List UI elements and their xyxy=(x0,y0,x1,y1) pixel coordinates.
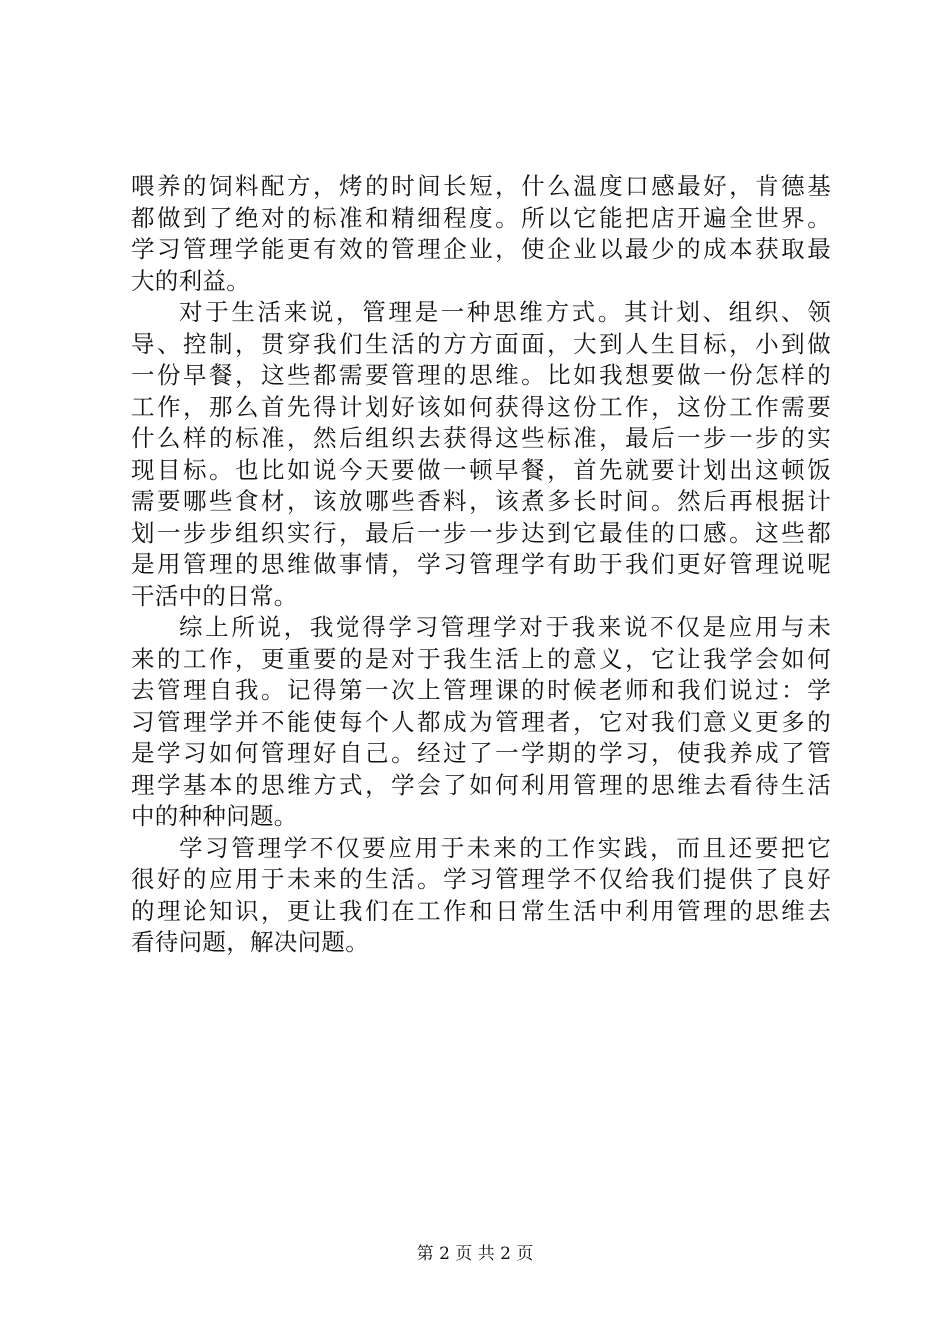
paragraph-1-line-4: 大的利益。 xyxy=(131,266,250,295)
paragraph-2-line-4: 工作，那么首先得计划好该如何获得这份工作，这份工作需要 xyxy=(131,392,831,421)
paragraph-2-line-3: 一份早餐，这些都需要管理的思维。比如我想要做一份怎样的 xyxy=(131,361,831,389)
paragraph-3-line-3: 去管理自我。记得第一次上管理课的时候老师和我们说过：学 xyxy=(131,676,831,704)
paragraph-4-line-4: 看待问题，解决问题。 xyxy=(131,928,369,956)
paragraph-3-line-5: 是学习如何管理好自己。经过了一学期的学习，使我养成了管 xyxy=(131,739,831,767)
paragraph-2-line-1: 对于生活来说，管理是一种思维方式。其计划、组织、领 xyxy=(179,298,831,326)
paragraph-2-line-10: 干活中的日常。 xyxy=(131,581,298,610)
paragraph-4-line-3: 的理论知识，更让我们在工作和日常生活中利用管理的思维去 xyxy=(131,896,831,925)
paragraph-3-line-2: 来的工作，更重要的是对于我生活上的意义，它让我学会如何 xyxy=(131,644,831,673)
paragraph-2-line-8: 划一步步组织实行，最后一步一步达到它最佳的口感。这些都 xyxy=(131,518,831,547)
paragraph-3-line-7: 中的种种问题。 xyxy=(131,802,298,830)
paragraph-2-line-2: 导、控制，贯穿我们生活的方方面面，大到人生目标，小到做 xyxy=(131,329,831,358)
paragraph-4-line-1: 学习管理学不仅要应用于未来的工作实践，而且还要把它 xyxy=(179,833,831,862)
paragraph-1-line-2: 都做到了绝对的标准和精细程度。所以它能把店开遍全世界。 xyxy=(131,203,831,232)
paragraph-1-line-3: 学习管理学能更有效的管理企业，使企业以最少的成本获取最 xyxy=(131,235,831,263)
paragraph-2-line-6: 现目标。也比如说今天要做一顿早餐，首先就要计划出这顿饭 xyxy=(131,455,831,484)
paragraph-3-line-4: 习管理学并不能使每个人都成为管理者，它对我们意义更多的 xyxy=(131,707,831,736)
paragraph-2-line-7: 需要哪些食材，该放哪些香料，该煮多长时间。然后再根据计 xyxy=(131,487,831,515)
paragraph-2-line-5: 什么样的标准，然后组织去获得这些标准，最后一步一步的实 xyxy=(131,424,831,452)
page-number-footer: 第 2 页 共 2 页 xyxy=(416,1244,534,1264)
paragraph-3-line-6: 理学基本的思维方式，学会了如何利用管理的思维去看待生活 xyxy=(131,770,831,799)
body-text xyxy=(131,171,831,959)
paragraph-1-line-1: 喂养的饲料配方，烤的时间长短，什么温度口感最好，肯德基 xyxy=(131,172,831,200)
paragraph-2-line-9: 是用管理的思维做事情，学习管理学有助于我们更好管理说呢 xyxy=(131,550,831,578)
paragraph-4-line-2: 很好的应用于未来的生活。学习管理学不仅给我们提供了良好 xyxy=(131,865,831,893)
paragraph-3-line-1: 综上所说，我觉得学习管理学对于我来说不仅是应用与未 xyxy=(179,613,831,641)
